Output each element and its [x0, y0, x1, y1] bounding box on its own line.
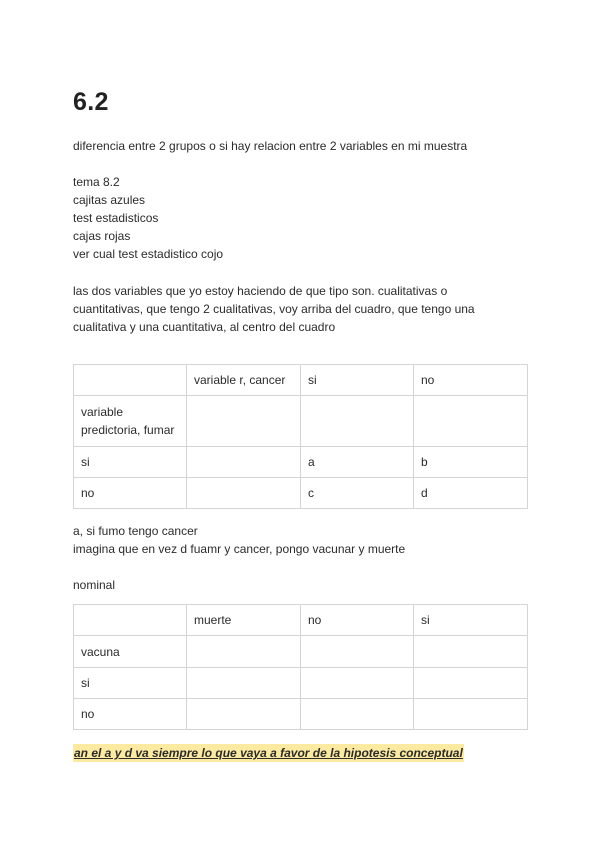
- table-row: [74, 447, 528, 478]
- note-line: cajas rojas: [73, 229, 131, 243]
- table-cell: [301, 396, 414, 447]
- note-line: tema 8.2: [73, 175, 120, 189]
- table-cell: no: [74, 478, 187, 509]
- table-cell: vacuna: [74, 636, 187, 668]
- table-cell: si: [301, 365, 414, 396]
- table-cell: [414, 668, 528, 699]
- table-cell: c: [301, 478, 414, 509]
- table-cell: [301, 668, 414, 699]
- table-cell: [187, 636, 301, 668]
- table-cell: [301, 699, 414, 730]
- table-row: [74, 636, 528, 668]
- table-cell: [187, 396, 301, 447]
- explanation-line: imagina que en vez d fuamr y cancer, pongo vacunar y muerte: [73, 542, 406, 556]
- table-cell: no: [301, 605, 414, 636]
- table-row: [74, 365, 528, 396]
- table-cell: [414, 396, 528, 447]
- table-row: [74, 668, 528, 699]
- vaccine-death-table: [73, 604, 528, 730]
- table-row: [74, 396, 528, 447]
- table-cell: variable predictoria, fumar: [74, 396, 187, 447]
- explanation-line: a, si fumo tengo cancer: [73, 524, 198, 538]
- paragraph-line: cualitativa y una cuantitativa, al centro del cuadro: [73, 320, 336, 334]
- smoking-cancer-table: [73, 364, 528, 509]
- table-cell: no: [414, 365, 528, 396]
- note-line: ver cual test estadistico cojo: [73, 247, 224, 261]
- table-cell: muerte: [187, 605, 301, 636]
- table-cell: [74, 605, 187, 636]
- table-cell: [74, 365, 187, 396]
- table-cell: si: [414, 605, 528, 636]
- table-cell: [301, 636, 414, 668]
- nominal-label: nominal: [73, 578, 116, 592]
- table-cell: no: [74, 699, 187, 730]
- paragraph-line: las dos variables que yo estoy haciendo de que tipo son. cualitativas o: [73, 284, 448, 298]
- table-cell: [187, 478, 301, 509]
- table-cell: si: [74, 447, 187, 478]
- table-cell: [414, 699, 528, 730]
- table-cell: variable r, cancer: [187, 365, 301, 396]
- table-cell: [187, 699, 301, 730]
- table-cell: a: [301, 447, 414, 478]
- table-cell: [187, 668, 301, 699]
- table-cell: b: [414, 447, 528, 478]
- intro-text: diferencia entre 2 grupos o si hay relacion entre 2 variables en mi muestra: [73, 139, 468, 153]
- paragraph-line: cuantitativas, que tengo 2 cualitativas, voy arriba del cuadro, que tengo una: [73, 302, 475, 316]
- note-line: test estadisticos: [73, 211, 159, 225]
- table-cell: d: [414, 478, 528, 509]
- note-line: cajitas azules: [73, 193, 146, 207]
- table-row: [74, 478, 528, 509]
- table-cell: si: [74, 668, 187, 699]
- highlighted-conclusion: an el a y d va siempre lo que vaya a favor de la hipotesis conceptual: [74, 746, 463, 760]
- table-row: [74, 605, 528, 636]
- table-cell: [187, 447, 301, 478]
- page-title: 6.2: [73, 88, 109, 116]
- table-row: [74, 699, 528, 730]
- table-cell: [414, 636, 528, 668]
